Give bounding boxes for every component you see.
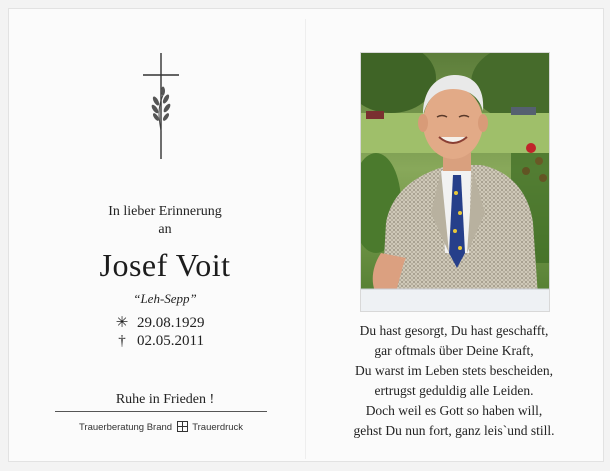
footer-right-text: Trauerdruck: [192, 422, 244, 433]
intro-an: an: [158, 222, 172, 237]
portrait-photo: [360, 52, 550, 312]
birth-date: 29.08.1929: [137, 315, 205, 331]
memorial-card: [8, 8, 604, 462]
poem-line: gehst Du nun fort, ganz leis`und still.: [353, 423, 555, 438]
nickname: “Leh-Sepp”: [133, 291, 197, 306]
poem-line: Doch weil es Gott so haben will,: [365, 403, 543, 418]
poem-line: gar oftmals über Deine Kraft,: [374, 343, 534, 358]
asterisk-star-icon: ✳: [115, 315, 129, 331]
poem-line: Du warst im Leben stets bescheiden,: [355, 363, 553, 378]
footer-divider: [55, 411, 267, 412]
cross-with-wheat-icon: [141, 51, 181, 161]
intro-text: In lieber Erinnerung: [108, 204, 222, 219]
deceased-name: Josef Voit: [99, 247, 231, 283]
footer-credit: [55, 421, 267, 433]
poem: [319, 321, 589, 441]
death-date: 02.05.2011: [137, 333, 204, 349]
birth-row: [113, 314, 205, 332]
boxed-cross-logo-icon: [177, 421, 188, 432]
footer-left-text: Trauerberatung Brand: [78, 422, 173, 433]
fold-line: [305, 19, 306, 459]
dagger-cross-icon: †: [118, 333, 126, 349]
poem-line: Du hast gesorgt, Du hast geschafft,: [359, 323, 549, 338]
poem-line: ertrugst geduldig alle Leiden.: [374, 383, 534, 398]
death-row: [113, 332, 204, 350]
farewell-text: Ruhe in Frieden !: [115, 392, 215, 407]
